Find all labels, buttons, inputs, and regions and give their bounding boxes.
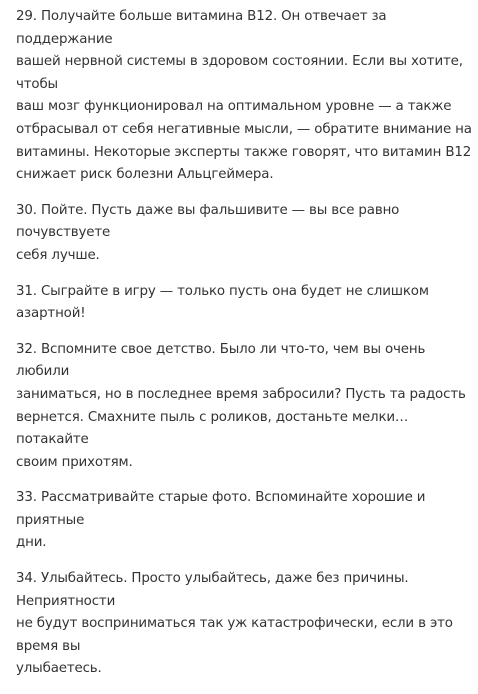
paragraph-line: отбрасывал от себя негативные мысли, — обратите внимание на (16, 121, 472, 137)
paragraph-line: витамины. Некоторые эксперты также говорят, что витамин B12 (16, 144, 472, 160)
paragraph-line: вернется. Смахните пыль с роликов, достаньте мелки… потакайте (16, 409, 409, 448)
paragraph-line: вашей нервной системы в здоровом состоянии. Если вы хотите, чтобы (16, 54, 463, 92)
tip-33-paragraph (16, 487, 474, 555)
paragraph-line: ваш мозг функционировал на оптимальном уровне — а также (16, 99, 452, 115)
tip-29-paragraph (16, 6, 474, 187)
paragraph-line: 29. Получайте больше витамина B12. Он отвечает за поддержание (16, 9, 387, 47)
article-text (16, 6, 474, 694)
paragraph-line: 34. Улыбайтесь. Просто улыбайтесь, даже без причины. Неприятности (16, 571, 409, 609)
paragraph-line: себя лучше. (16, 247, 100, 263)
paragraph-line: снижает риск болезни Альцгеймера. (16, 167, 274, 183)
paragraph-line: заниматься, но в последнее время забросили? Пусть та радость (16, 386, 466, 402)
tip-31-paragraph (16, 281, 474, 326)
tip-34-paragraph (16, 568, 474, 681)
paragraph-line: 32. Вспомните свое детство. Было ли что-то, чем вы очень любили (16, 341, 426, 380)
tip-32-paragraph (16, 339, 474, 475)
tip-30-paragraph (16, 200, 474, 268)
paragraph-line: 31. Сыграйте в игру — только пусть она будет не слишком азартной! (16, 283, 429, 322)
paragraph-line: улыбаетесь. (16, 661, 102, 677)
paragraph-line: 30. Пойте. Пусть даже вы фальшивите — вы все равно почувствуете (16, 202, 400, 241)
paragraph-line: дни. (16, 535, 47, 551)
paragraph-line: не будут восприниматься так уж катастрофически, если в это время вы (16, 616, 453, 654)
paragraph-line: 33. Рассматривайте старые фото. Вспоминайте хорошие и приятные (16, 490, 426, 528)
paragraph-line: своим прихотям. (16, 454, 133, 470)
